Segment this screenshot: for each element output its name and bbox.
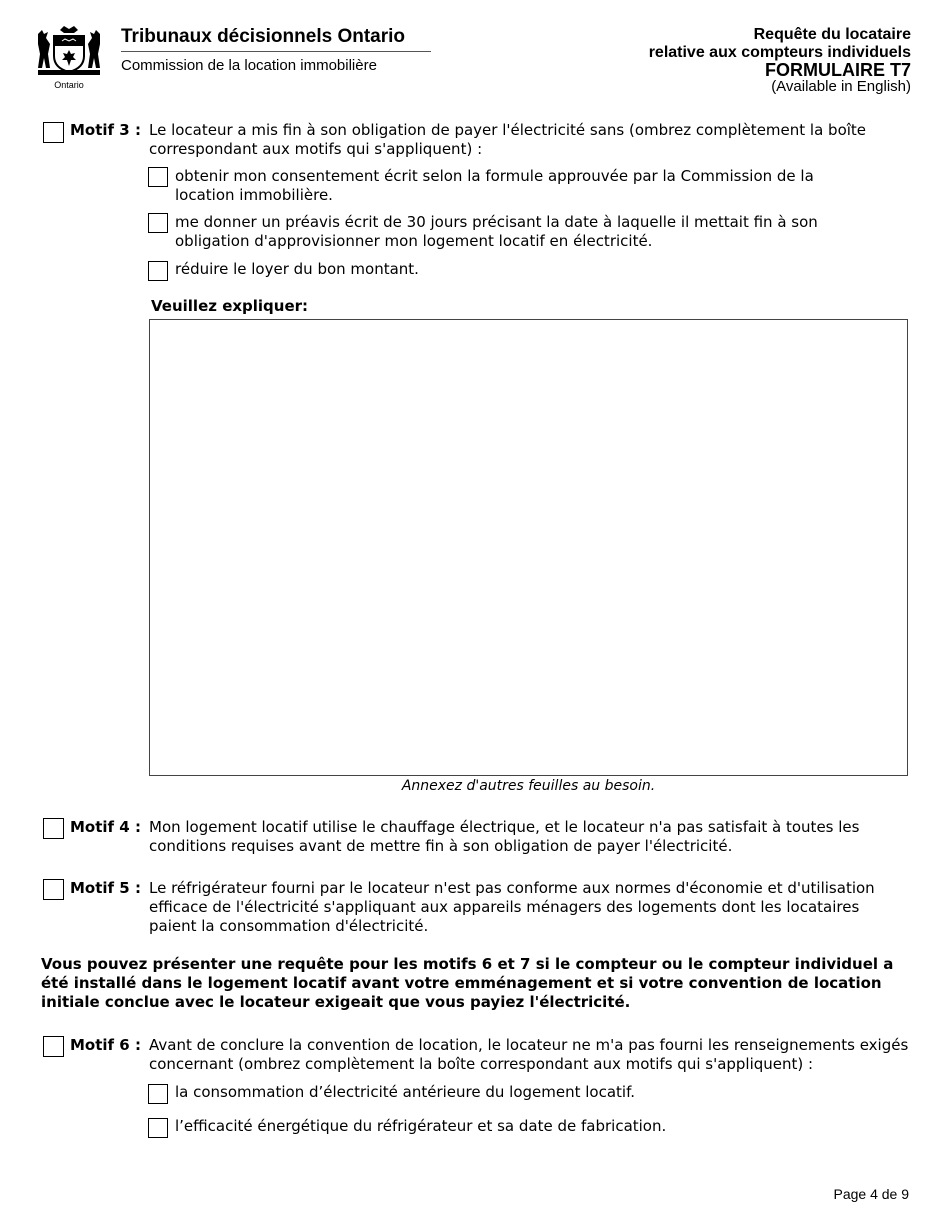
motifs-6-7-eligibility-note: Vous pouvez présenter une requête pour les motifs 6 et 7 si le compteur ou le compteur individuel a été installé dans le logement locatif avant votre emménagement et si votre convention de location initiale conclue avec le locateur exigeait que vous payiez l'électricité. [41, 955, 894, 1011]
form-title-line2: relative aux compteurs individuels [648, 44, 911, 61]
explain-textarea[interactable] [149, 319, 908, 776]
motif-6-option-consumption-text: la consommation d’électricité antérieure du logement locatif. [175, 1083, 636, 1101]
motif-3-text: Le locateur a mis fin à son obligation de payer l'électricité sans (ombrez complètement la boîte correspondant aux motifs qui s'appliquent) : [149, 121, 867, 158]
organization-name: Tribunaux décisionnels Ontario [121, 26, 405, 47]
header-divider [121, 51, 431, 52]
language-note: (Available in English) [771, 78, 911, 95]
motif-5-checkbox[interactable] [43, 879, 64, 900]
motif-3-option-consent-checkbox[interactable] [148, 167, 168, 187]
explain-label: Veuillez expliquer: [151, 297, 309, 315]
motif-6-option-consumption-checkbox[interactable] [148, 1084, 168, 1104]
page-number: Page 4 de 9 [833, 1186, 909, 1202]
motif-3-option-notice-text: me donner un préavis écrit de 30 jours précisant la date à laquelle il mettait fin à son obligation d'approvisionner mon logement locatif en électricité. [175, 213, 818, 250]
annex-note: Annexez d'autres feuilles au besoin. [401, 778, 656, 794]
form-title-block [649, 26, 911, 95]
motif-6-option-refrigerator-text: l’efficacité énergétique du réfrigérateur et sa date de fabrication. [175, 1117, 667, 1135]
motif-3-option-notice-checkbox[interactable] [148, 213, 168, 233]
motif-3-checkbox[interactable] [43, 122, 64, 143]
motif-4-checkbox[interactable] [43, 818, 64, 839]
motif-4-text: Mon logement locatif utilise le chauffage électrique, et le locateur n'a pas satisfait à toutes les conditions requises avant de mettre fin à son obligation de payer l'électricité. [149, 818, 860, 855]
motif-6-checkbox[interactable] [43, 1036, 64, 1057]
form-number: FORMULAIRE T7 [765, 60, 911, 80]
logo-caption: Ontario [54, 80, 84, 90]
motif-3-option-rent-checkbox[interactable] [148, 261, 168, 281]
motif-6-text: Avant de conclure la convention de location, le locateur ne m'a pas fourni les renseignements exigés concernant (ombrez complètement la boîte correspondant aux motifs qui s'appliquent) : [149, 1036, 909, 1073]
motif-5-text: Le réfrigérateur fourni par le locateur n'est pas conforme aux normes d'économie et d'utilisation efficace de l'électricité s'appliquant aux appareils ménagers des logements dont les locataires paient la consommation d'électricité. [149, 879, 875, 935]
organization-subtitle: Commission de la location immobilière [121, 57, 377, 74]
motif-3-label: Motif 3 : [70, 121, 141, 139]
motif-5-label: Motif 5 : [70, 879, 141, 897]
motif-3-option-rent-text: réduire le loyer du bon montant. [175, 260, 419, 278]
motif-6-label: Motif 6 : [70, 1036, 141, 1054]
motif-3-option-consent-text: obtenir mon consentement écrit selon la formule approuvée par la Commission de la location immobilière. [175, 167, 814, 204]
motif-4-label: Motif 4 : [70, 818, 141, 836]
motif-6-option-refrigerator-checkbox[interactable] [148, 1118, 168, 1138]
form-title-line1: Requête du locataire [753, 26, 911, 43]
